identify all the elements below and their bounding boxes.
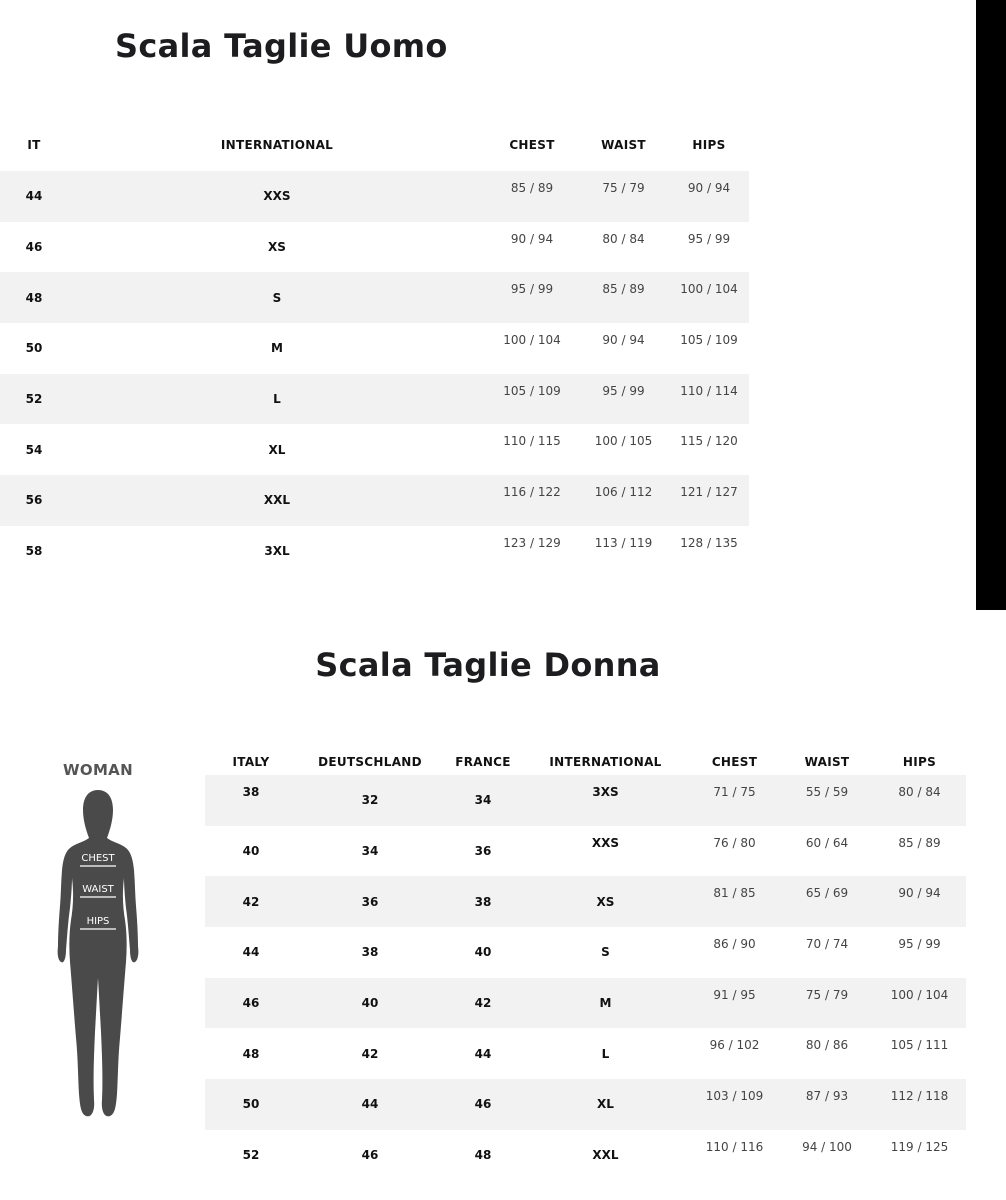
men-header-waist: WAIST bbox=[601, 137, 646, 152]
men-size-row bbox=[0, 222, 749, 273]
women-cell-italy: 48 bbox=[242, 1046, 260, 1061]
women-cell-italy: 44 bbox=[242, 945, 260, 960]
men-cell-waist: 100 / 105 bbox=[594, 434, 653, 449]
chest-label: CHEST bbox=[81, 853, 115, 864]
men-cell-chest: 100 / 104 bbox=[503, 333, 561, 348]
women-cell-italy: 52 bbox=[242, 1148, 260, 1163]
women-cell-international: 3XS bbox=[592, 785, 619, 799]
women-size-row bbox=[205, 1079, 966, 1130]
women-size-row bbox=[205, 826, 966, 877]
men-size-chart-title: Scala Taglie Uomo bbox=[115, 27, 448, 65]
men-cell-chest: 116 / 122 bbox=[503, 485, 561, 500]
women-cell-hips: 119 / 125 bbox=[890, 1139, 949, 1154]
women-cell-waist: 87 / 93 bbox=[805, 1089, 849, 1104]
men-cell-chest: 105 / 109 bbox=[503, 383, 561, 398]
women-size-row bbox=[205, 775, 966, 826]
men-cell-hips: 115 / 120 bbox=[680, 434, 738, 449]
men-cell-it: 58 bbox=[25, 544, 43, 559]
men-cell-international: S bbox=[272, 290, 282, 305]
women-cell-chest: 71 / 75 bbox=[713, 785, 756, 799]
women-header-waist: WAIST bbox=[804, 755, 850, 769]
women-cell-france: 40 bbox=[474, 945, 492, 960]
women-cell-international: XXS bbox=[591, 835, 620, 850]
women-cell-waist: 65 / 69 bbox=[805, 886, 849, 901]
men-cell-it: 52 bbox=[25, 392, 43, 407]
men-header-international: INTERNATIONAL bbox=[220, 137, 334, 152]
women-cell-italy: 46 bbox=[242, 996, 260, 1011]
men-header-chest: CHEST bbox=[509, 137, 555, 152]
men-cell-chest: 95 / 99 bbox=[510, 282, 554, 297]
women-cell-deutschland: 34 bbox=[361, 844, 379, 859]
men-cell-international: 3XL bbox=[264, 544, 290, 559]
men-cell-hips: 128 / 135 bbox=[680, 535, 738, 550]
men-cell-hips: 100 / 104 bbox=[680, 282, 738, 297]
women-cell-france: 42 bbox=[474, 996, 492, 1011]
men-cell-chest: 85 / 89 bbox=[510, 181, 554, 195]
women-size-row bbox=[205, 1130, 966, 1181]
women-cell-hips: 85 / 89 bbox=[898, 835, 941, 850]
women-cell-chest: 81 / 85 bbox=[713, 886, 756, 901]
men-size-row bbox=[0, 323, 749, 374]
men-size-row bbox=[0, 272, 749, 323]
men-cell-international: M bbox=[271, 341, 283, 356]
women-cell-hips: 90 / 94 bbox=[898, 886, 941, 901]
women-cell-france: 44 bbox=[474, 1046, 492, 1061]
women-cell-international: S bbox=[601, 945, 610, 960]
men-cell-it: 46 bbox=[25, 240, 43, 255]
women-header-international: INTERNATIONAL bbox=[549, 755, 662, 769]
women-cell-international: XXL bbox=[592, 1148, 619, 1163]
men-cell-it: 54 bbox=[25, 442, 43, 457]
women-cell-hips: 95 / 99 bbox=[898, 937, 941, 952]
men-size-table bbox=[0, 118, 749, 577]
men-cell-hips: 121 / 127 bbox=[680, 485, 738, 500]
women-cell-deutschland: 42 bbox=[361, 1046, 379, 1061]
women-header-chest: CHEST bbox=[711, 755, 758, 769]
men-cell-hips: 90 / 94 bbox=[687, 181, 731, 195]
women-cell-italy: 50 bbox=[242, 1097, 260, 1112]
men-cell-hips: 105 / 109 bbox=[680, 333, 738, 348]
men-header-hips: HIPS bbox=[692, 137, 726, 152]
women-header-france: FRANCE bbox=[455, 755, 511, 769]
women-cell-deutschland: 46 bbox=[361, 1148, 379, 1163]
women-cell-international: XL bbox=[597, 1097, 614, 1112]
women-cell-chest: 76 / 80 bbox=[713, 835, 756, 850]
women-cell-deutschland: 40 bbox=[361, 996, 379, 1011]
women-cell-waist: 55 / 59 bbox=[805, 785, 849, 799]
men-cell-chest: 90 / 94 bbox=[510, 231, 554, 246]
men-cell-international: XXS bbox=[263, 189, 291, 204]
women-cell-waist: 75 / 79 bbox=[805, 987, 849, 1002]
women-cell-chest: 91 / 95 bbox=[713, 987, 756, 1002]
men-cell-waist: 90 / 94 bbox=[602, 333, 645, 348]
men-cell-international: XS bbox=[268, 240, 286, 255]
women-size-chart-title: Scala Taglie Donna bbox=[315, 646, 661, 684]
side-bar bbox=[976, 0, 1006, 610]
women-header-hips: HIPS bbox=[902, 755, 937, 769]
men-cell-international: L bbox=[273, 392, 281, 407]
woman-figure-heading: WOMAN bbox=[63, 761, 133, 779]
men-cell-chest: 123 / 129 bbox=[503, 535, 561, 550]
women-size-row bbox=[205, 927, 966, 978]
men-size-row bbox=[0, 424, 749, 475]
men-cell-waist: 113 / 119 bbox=[594, 535, 653, 550]
women-size-row bbox=[205, 1028, 966, 1079]
men-cell-it: 50 bbox=[25, 341, 43, 356]
women-cell-waist: 70 / 74 bbox=[805, 937, 849, 952]
women-cell-deutschland: 36 bbox=[361, 894, 379, 909]
woman-silhouette-figure bbox=[50, 758, 146, 1128]
men-cell-it: 56 bbox=[25, 493, 43, 508]
men-cell-international: XXL bbox=[263, 493, 291, 508]
women-size-row bbox=[205, 876, 966, 927]
women-cell-chest: 86 / 90 bbox=[713, 937, 756, 952]
women-cell-france: 36 bbox=[474, 844, 492, 859]
women-size-row bbox=[205, 978, 966, 1029]
women-cell-waist: 60 / 64 bbox=[805, 835, 849, 850]
men-cell-it: 48 bbox=[25, 290, 43, 305]
women-cell-chest: 96 / 102 bbox=[709, 1038, 760, 1053]
women-cell-france: 38 bbox=[474, 894, 492, 909]
women-cell-hips: 105 / 111 bbox=[890, 1038, 949, 1053]
women-cell-italy: 38 bbox=[242, 785, 260, 799]
women-cell-chest: 103 / 109 bbox=[705, 1089, 764, 1104]
women-header-deutschland: DEUTSCHLAND bbox=[318, 755, 422, 769]
men-cell-waist: 75 / 79 bbox=[602, 181, 645, 195]
men-cell-waist: 85 / 89 bbox=[602, 282, 645, 297]
women-cell-international: XS bbox=[596, 894, 615, 909]
men-size-row bbox=[0, 475, 749, 526]
women-header-italy: ITALY bbox=[232, 755, 270, 769]
women-cell-chest: 110 / 116 bbox=[705, 1139, 764, 1154]
men-cell-chest: 110 / 115 bbox=[503, 434, 561, 449]
women-cell-italy: 40 bbox=[242, 844, 260, 859]
men-header-it: IT bbox=[27, 137, 41, 152]
men-cell-waist: 106 / 112 bbox=[594, 485, 653, 500]
men-cell-hips: 95 / 99 bbox=[687, 231, 731, 246]
men-size-row bbox=[0, 171, 749, 222]
women-cell-international: L bbox=[601, 1046, 610, 1061]
women-cell-waist: 94 / 100 bbox=[802, 1139, 852, 1154]
hips-label: HIPS bbox=[86, 916, 110, 927]
men-header-row bbox=[0, 118, 749, 171]
women-header-row bbox=[205, 749, 966, 775]
woman-silhouette-body bbox=[58, 790, 139, 1116]
men-cell-waist: 95 / 99 bbox=[602, 383, 645, 398]
women-cell-deutschland: 44 bbox=[361, 1097, 379, 1112]
women-cell-france: 46 bbox=[474, 1097, 492, 1112]
women-cell-deutschland: 32 bbox=[361, 793, 379, 808]
women-cell-hips: 80 / 84 bbox=[898, 785, 941, 799]
men-size-row bbox=[0, 526, 749, 577]
men-cell-waist: 80 / 84 bbox=[602, 231, 645, 246]
men-cell-it: 44 bbox=[25, 189, 43, 204]
men-cell-international: XL bbox=[268, 442, 286, 457]
women-cell-france: 34 bbox=[474, 793, 492, 808]
women-cell-international: M bbox=[599, 996, 612, 1011]
women-cell-france: 48 bbox=[474, 1148, 492, 1163]
men-size-row bbox=[0, 374, 749, 425]
women-size-table bbox=[205, 749, 966, 1181]
women-cell-hips: 112 / 118 bbox=[890, 1089, 949, 1104]
women-cell-deutschland: 38 bbox=[361, 945, 379, 960]
women-cell-waist: 80 / 86 bbox=[805, 1038, 849, 1053]
waist-label: WAIST bbox=[82, 884, 114, 895]
women-cell-hips: 100 / 104 bbox=[890, 987, 949, 1002]
men-cell-hips: 110 / 114 bbox=[680, 383, 738, 398]
women-cell-italy: 42 bbox=[242, 894, 260, 909]
